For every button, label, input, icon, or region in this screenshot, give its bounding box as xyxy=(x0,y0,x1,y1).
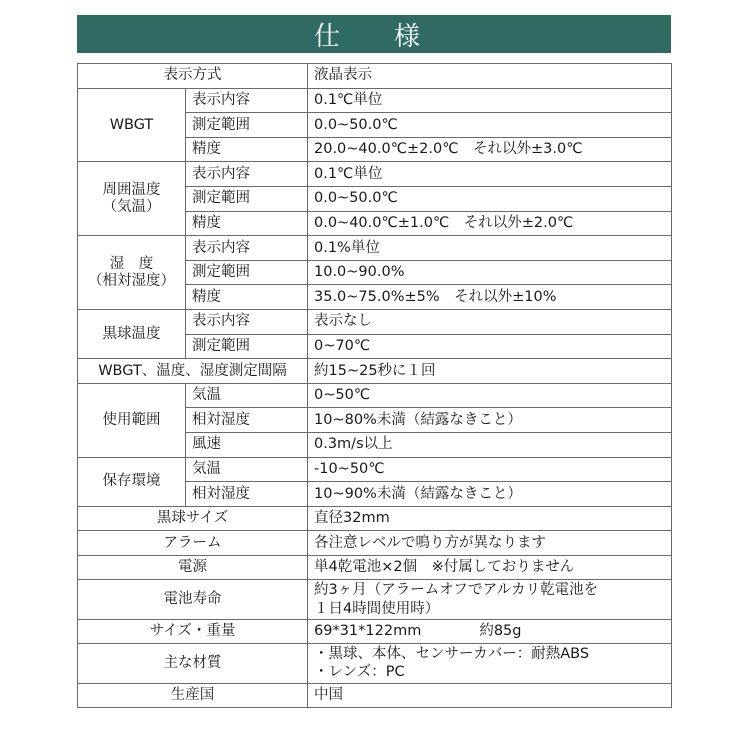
sub-label: 測定範囲 xyxy=(186,260,308,285)
table-row xyxy=(78,506,672,531)
table-row xyxy=(78,88,672,113)
spec-title: 仕 様 xyxy=(313,21,434,52)
sub-label: 相対湿度 xyxy=(186,408,308,433)
row-label: サイズ・重量 xyxy=(78,619,308,644)
row-label: 主な材質 xyxy=(78,644,308,683)
row-label: 黒球サイズ xyxy=(78,506,308,531)
row-value: 10.0~90.0% xyxy=(308,260,672,285)
sub-label: 測定範囲 xyxy=(186,334,308,359)
sub-label: 精度 xyxy=(186,285,308,310)
row-value: 20.0~40.0℃±2.0℃ それ以外±3.0℃ xyxy=(308,137,672,162)
sub-label: 精度 xyxy=(186,211,308,236)
table-row xyxy=(78,64,672,89)
table-row xyxy=(78,236,672,261)
row-value xyxy=(308,644,672,683)
sub-label: 測定範囲 xyxy=(186,113,308,138)
row-value: 表示なし xyxy=(308,309,672,334)
row-value: 単4乾電池×2個 ※付属しておりません xyxy=(308,555,672,580)
group-label-storage: 保存環境 xyxy=(78,457,186,506)
row-value: 0.1℃単位 xyxy=(308,88,672,113)
table-row xyxy=(78,644,672,683)
row-value: 中国 xyxy=(308,683,672,708)
group-label-wbgt: WBGT xyxy=(78,88,186,162)
row-value: 0.0~40.0℃±1.0℃ それ以外±2.0℃ xyxy=(308,211,672,236)
group-label-operating: 使用範囲 xyxy=(78,383,186,457)
row-value: 0.0~50.0℃ xyxy=(308,186,672,211)
table-row xyxy=(78,580,672,619)
sub-label: 風速 xyxy=(186,432,308,457)
sub-label: 表示内容 xyxy=(186,309,308,334)
table-row xyxy=(78,555,672,580)
row-value: 0~70℃ xyxy=(308,334,672,359)
value-line: １日4時間使用時） xyxy=(314,600,440,617)
row-label: 電池寿命 xyxy=(78,580,308,619)
spec-table xyxy=(77,63,672,708)
row-label: 表示方式 xyxy=(78,64,308,89)
row-value: 10~90%未満（結露なきこと） xyxy=(308,482,672,507)
row-value: 直径32mm xyxy=(308,506,672,531)
row-value: 69*31*122mm 約85g xyxy=(308,619,672,644)
table-row xyxy=(78,619,672,644)
row-value: -10~50℃ xyxy=(308,457,672,482)
row-value: 35.0~75.0%±5% それ以外±10% xyxy=(308,285,672,310)
row-label: WBGT、温度、湿度測定間隔 xyxy=(78,359,308,384)
row-label: 電源 xyxy=(78,555,308,580)
row-value: 約15~25秒に１回 xyxy=(308,359,672,384)
group-label-line: 湿 度 xyxy=(109,255,154,272)
table-row xyxy=(78,309,672,334)
group-label-line: 周囲温度 xyxy=(102,182,161,199)
table-row xyxy=(78,383,672,408)
spec-title-banner xyxy=(77,15,671,53)
group-label-line: （相対湿度） xyxy=(88,272,175,289)
value-line: ・黒球、本体、センサーカバー：耐熱ABS xyxy=(314,646,590,663)
sub-label: 気温 xyxy=(186,383,308,408)
group-label-ambient-temp xyxy=(78,162,186,236)
row-label: 生産国 xyxy=(78,683,308,708)
row-value: 0.1%単位 xyxy=(308,236,672,261)
sub-label: 表示内容 xyxy=(186,88,308,113)
table-row xyxy=(78,162,672,187)
value-line: ・レンズ：PC xyxy=(314,664,405,681)
row-value: 0.1℃単位 xyxy=(308,162,672,187)
table-row xyxy=(78,683,672,708)
value-line: 約3ヶ月（アラームオフでアルカリ乾電池を xyxy=(314,582,599,599)
sub-label: 表示内容 xyxy=(186,162,308,187)
row-value: 液晶表示 xyxy=(308,64,672,89)
row-value: 10~80%未満（結露なきこと） xyxy=(308,408,672,433)
group-label-line: （気温） xyxy=(102,198,161,215)
table-row xyxy=(78,359,672,384)
sub-label: 気温 xyxy=(186,457,308,482)
sub-label: 精度 xyxy=(186,137,308,162)
group-label-globe-temp: 黒球温度 xyxy=(78,309,186,358)
sub-label: 相対湿度 xyxy=(186,482,308,507)
sub-label: 表示内容 xyxy=(186,236,308,261)
table-row xyxy=(78,531,672,556)
row-value: 0~50℃ xyxy=(308,383,672,408)
group-label-humidity xyxy=(78,236,186,310)
row-value: 各注意レベルで鳴り方が異なります xyxy=(308,531,672,556)
row-value: 0.3m/s以上 xyxy=(308,432,672,457)
row-label: アラーム xyxy=(78,531,308,556)
sub-label: 測定範囲 xyxy=(186,186,308,211)
table-row xyxy=(78,457,672,482)
row-value xyxy=(308,580,672,619)
row-value: 0.0~50.0℃ xyxy=(308,113,672,138)
